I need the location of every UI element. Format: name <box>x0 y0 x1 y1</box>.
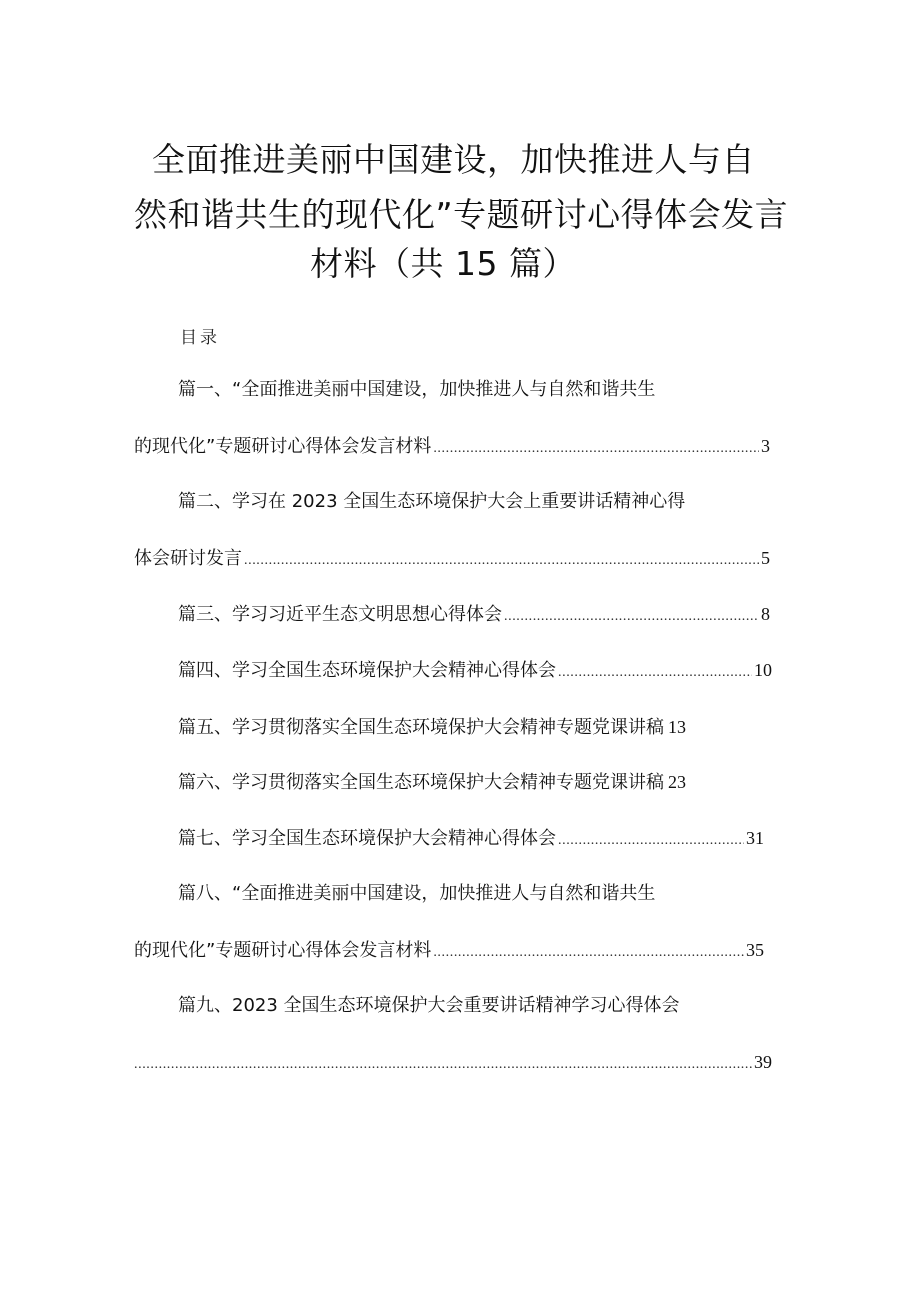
toc-entry-8-line2: 的现代化”专题研讨心得体会发言材料 <box>134 940 432 961</box>
toc-leader-dots <box>504 604 759 630</box>
toc-page-number: 10 <box>754 660 772 680</box>
toc-entry-3[interactable] <box>178 601 770 627</box>
toc-entry-2-line1: 篇二、学习在 2023 全国生态环境保护大会上重要讲话精神心得 <box>178 491 686 512</box>
toc-leader-dots <box>134 1052 752 1078</box>
toc-entry-2-line2: 体会研讨发言 <box>134 548 242 569</box>
toc-page-number: 13 <box>668 717 686 737</box>
toc-entry-4[interactable] <box>178 657 772 683</box>
toc-entry-9[interactable] <box>134 1049 772 1075</box>
toc-entry-5[interactable] <box>178 714 758 740</box>
toc-entry-7[interactable] <box>178 825 764 851</box>
toc-entry-8[interactable] <box>134 937 764 963</box>
toc-leader-dots <box>558 660 752 686</box>
document-title-line-3: 材料（共 15 篇） <box>310 244 576 283</box>
toc-page-number: 39 <box>754 1052 772 1072</box>
toc-entry-1-line1: 篇一、“全面推进美丽中国建设，加快推进人与自然和谐共生 <box>178 379 656 400</box>
toc-entry-9-line1: 篇九、2023 全国生态环境保护大会重要讲话精神学习心得体会 <box>178 995 680 1016</box>
toc-leader-dots <box>558 828 744 854</box>
toc-page-number: 35 <box>746 940 764 960</box>
toc-page-number: 31 <box>746 828 764 848</box>
document-title-line-2: 然和谐共生的现代化”专题研讨心得体会发言 <box>134 195 789 234</box>
toc-entry-8-line1: 篇八、“全面推进美丽中国建设，加快推进人与自然和谐共生 <box>178 883 656 904</box>
toc-page-number: 8 <box>761 604 770 624</box>
toc-leader-dots <box>433 436 759 462</box>
document-title-line-1: 全面推进美丽中国建设，加快推进人与自 <box>152 140 755 179</box>
toc-entry-5-text: 篇五、学习贯彻落实全国生态环境保护大会精神专题党课讲稿 <box>178 717 664 738</box>
toc-page-number: 3 <box>761 436 770 456</box>
toc-entry-6-text: 篇六、学习贯彻落实全国生态环境保护大会精神专题党课讲稿 <box>178 772 664 793</box>
toc-entry-7-text: 篇七、学习全国生态环境保护大会精神心得体会 <box>178 828 556 849</box>
toc-entry-3-text: 篇三、学习习近平生态文明思想心得体会 <box>178 604 502 625</box>
toc-heading: 目录 <box>180 328 220 348</box>
toc-entry-4-text: 篇四、学习全国生态环境保护大会精神心得体会 <box>178 660 556 681</box>
toc-entry-1-line2: 的现代化”专题研讨心得体会发言材料 <box>134 436 432 457</box>
toc-page-number: 5 <box>761 548 770 568</box>
toc-leader-dots <box>433 940 744 966</box>
toc-leader-dots <box>244 548 759 574</box>
toc-entry-2[interactable] <box>134 545 770 571</box>
toc-page-number: 23 <box>668 772 686 792</box>
toc-entry-6[interactable] <box>178 769 758 795</box>
toc-entry-1[interactable] <box>134 433 770 459</box>
